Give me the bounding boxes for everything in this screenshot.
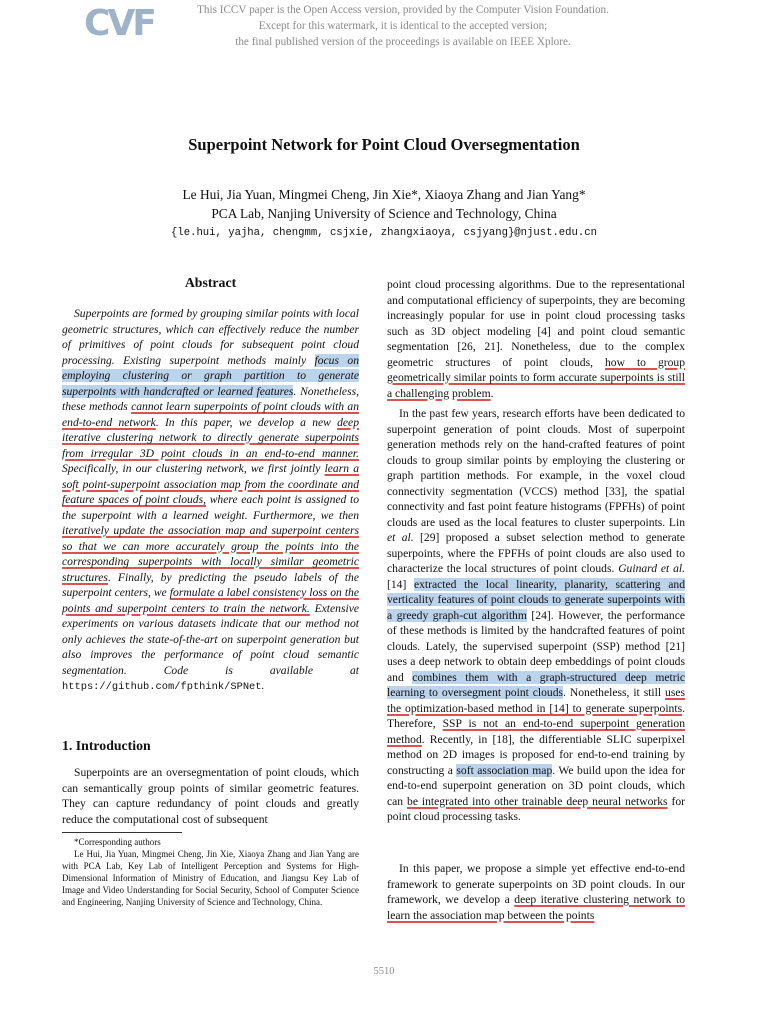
underlined-text: SSP is not an end-to-end superpoint generation method (387, 717, 686, 746)
underlined-text: be integrated into other trainable deep neural networks (407, 794, 668, 808)
text-span: [14] (387, 577, 414, 591)
abstract-span: Extensive experiments on various datasets indicate that our method not only achieves the state-of-the-art on superpoint generation but also improves the performance of point cloud semantic segmentation. Code is available at (62, 601, 359, 677)
abstract-span: . In this paper, we develop a new (155, 415, 338, 429)
watermark-line: Except for this watermark, it is identical to the accepted version; (258, 20, 548, 32)
text-span: In the past few years, research efforts have been dedicated to superpoint generation of point clouds. Most of superpoint generation methods rely on the hand-crafted features of point clouds to group similar points by employing the clustering or graph partition methods. For example, in the voxel cloud connectivity segmentation (VCCS) method [33], the spatial connectivity and fast point feature histograms (FPFHs) of point clouds are used as the local features to cluster superpoints. Lin (387, 407, 685, 529)
text-span: . Nonetheless, it still (563, 686, 666, 699)
abstract-span: . Finally, by predicting the pseudo labels of the superpoint centers, we (62, 570, 359, 599)
abstract-span: . Nonetheless, these methods (62, 384, 359, 413)
text-span: point cloud processing algorithms. Due to the representational and computational efficiency of superpoints, they are becoming increasingly popular for use in point cloud processing tasks such as 3D object modeling [4] and point cloud semantic segmentation [26, 21]. Nonetheless, due to the complex geometric structures of point clouds, (387, 278, 685, 369)
underlined-text: iteratively update the association map and superpoint centers so that we can more accurately group the points into the corresponding superpoints with locally similar geometric structures (62, 524, 359, 584)
corresponding-authors-note: *Corresponding authors (74, 837, 161, 847)
text-span: . We build upon the idea for end-to-end superpoint generation on 3D point clouds, which can (387, 763, 685, 808)
underlined-text: learn a soft point-superpoint association map from the coordinate and feature spaces of point clouds, (62, 462, 359, 506)
highlighted-text: soft association map (456, 763, 553, 777)
text-span: . (490, 386, 494, 400)
abstract-span: where each point is assigned to the superpoint with a learned weight. Furthermore, we then (62, 493, 360, 522)
body-paragraph (387, 861, 685, 923)
text-span: In this paper, we propose a simple yet effective end-to-end framework to generate superpoints on 3D point clouds. In our framework, we develop a (387, 862, 685, 906)
abstract-span: . (261, 679, 265, 692)
author-block (0, 185, 768, 223)
affiliation-note: Le Hui, Jia Yuan, Mingmei Cheng, Jin Xie, Xiaoya Zhang and Jian Yang are with PCA Lab, Key Lab of Intelligent Perception and Systems for High-Dimensional Information of Ministry of Education, and Jiangsu Key Lab of Image and Video Understanding for Social Security, School of Computer Science and Engineering, Nanjing University of Science and Technology, China. (62, 849, 359, 907)
underlined-text: cannot learn superpoints of point clouds with an end-to-end network (62, 400, 359, 429)
text-span: Guinard et al. (618, 562, 685, 575)
open-access-watermark (150, 2, 656, 50)
underlined-text: how to group geometrically similar points to form accurate superpoints is still a challenging problem (387, 355, 685, 400)
body-paragraph (387, 406, 685, 825)
abstract-text (62, 306, 359, 696)
text-span: for point cloud processing tasks. (387, 794, 685, 823)
text-span: [24]. However, the performance of these methods is limited by the handcrafted features of point clouds. Lately, the supervised superpoint (SSP) method [21] uses a deep network to obtain deep embeddings of point clouds and (387, 608, 685, 684)
code-link[interactable]: https://github.com/fpthink/SPNet (62, 681, 262, 693)
highlighted-text: combines them with a graph-structured deep metric learning to oversegment point clouds (387, 670, 685, 699)
cvf-logo: CVF (84, 3, 154, 44)
text-span: et al. (387, 531, 414, 544)
paper-title: Superpoint Network for Point Cloud Oversegmentation (188, 135, 580, 154)
abstract-span: Specifically, in our clustering network, we first jointly (62, 462, 325, 475)
underlined-text: deep iterative clustering network to learn the association map between the points (387, 893, 685, 922)
watermark-line: This ICCV paper is the Open Access version, provided by the Computer Vision Foundation. (197, 4, 609, 16)
highlighted-text: focus on employing clustering or graph partition to generate superpoints with handcrafted or learned features (62, 353, 359, 398)
footnote (62, 836, 359, 908)
underlined-text: deep iterative clustering network to directly generate superpoints from irregular 3D point clouds in an end-to-end manner. (62, 415, 359, 460)
watermark-line: the final published version of the proceedings is available on IEEE Xplore. (235, 36, 571, 48)
underlined-text: uses the optimization-based method in [14] to generate superpoints (387, 686, 685, 715)
body-paragraph (387, 277, 685, 401)
footnote-rule (62, 832, 182, 833)
author-emails: {le.hui, yajha, chengmm, csjxie, zhangxiaoya, csjyang}@njust.edu.cn (171, 227, 597, 239)
introduction-heading: 1. Introduction (62, 738, 151, 753)
abstract-span: Superpoints are formed by grouping similar points with local geometric structures, which can effectively reduce the number of primitives of point clouds for subsequent point cloud processing. Existing superpoint methods mainly (62, 307, 359, 367)
highlighted-text: extracted the local linearity, planarity, scattering and verticality features of point clouds to generate superpoints with a greedy graph-cut algorithm (387, 577, 685, 622)
underlined-text: formulate a label consistency loss on the points and superpoint centers to train the network. (62, 586, 359, 615)
text-span: . Recently, in [18], the differentiable SLIC superpixel method on 2D images is proposed for end-to-end training by constructing a (387, 732, 685, 777)
text-span: . Therefore, (387, 701, 685, 730)
page-number: 5510 (373, 966, 395, 977)
author-list: Le Hui, Jia Yuan, Mingmei Cheng, Jin Xie*, Xiaoya Zhang and Jian Yang* (182, 187, 586, 202)
abstract-heading: Abstract (184, 275, 237, 290)
text-span: [29] proposed a subset selection method to generate superpoints, where the FPFHs of point clouds are also used to characterize the local structures of point clouds. (387, 531, 685, 575)
affiliation: PCA Lab, Nanjing University of Science and Technology, China (211, 206, 557, 221)
introduction-text: Superpoints are an oversegmentation of point clouds, which can semantically group points of similar geometric features. They can capture redundancy of point clouds and greatly reduce the computational cost of subsequent (62, 766, 359, 826)
